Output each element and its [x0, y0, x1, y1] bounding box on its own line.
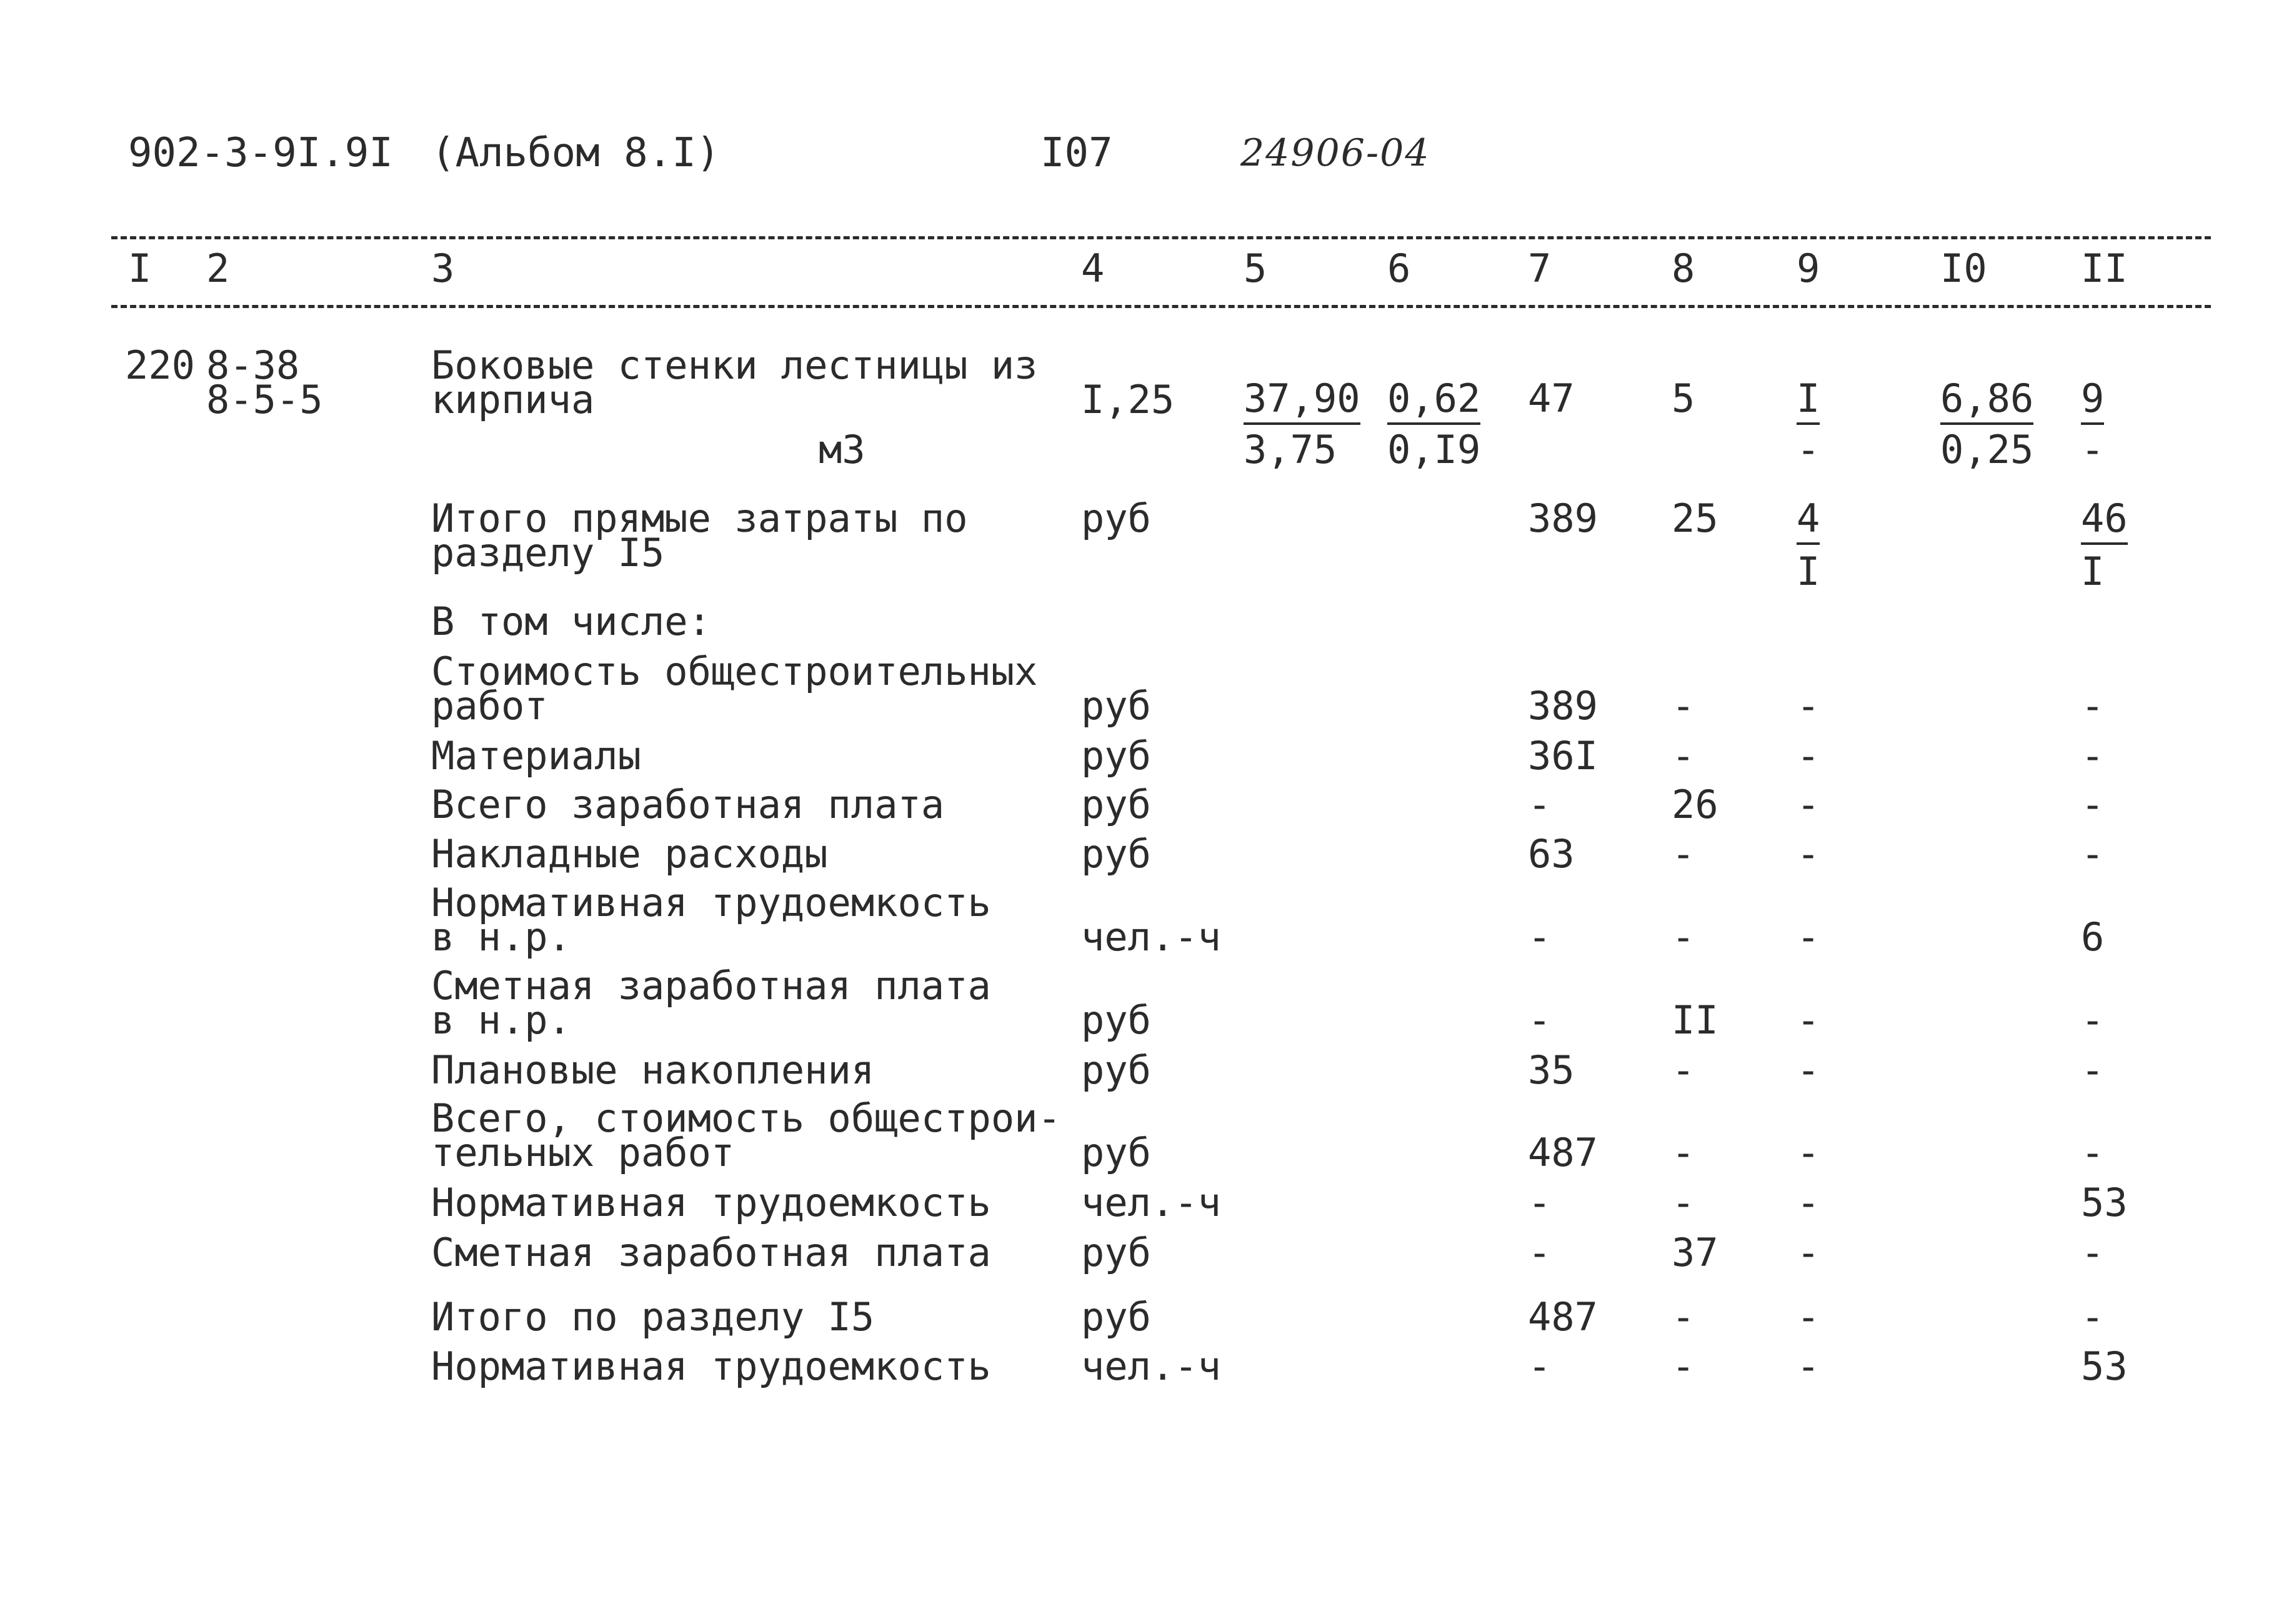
row-col9: -	[1797, 997, 1820, 1043]
row-col11: 53	[2081, 1343, 2128, 1389]
row-label-line1: Нормативная трудоемкость	[431, 880, 991, 925]
row-label-line1: Стоимость общестроительных	[431, 649, 1038, 694]
item-col9-bottom: -	[1797, 427, 1820, 472]
row-col9: -	[1797, 1343, 1820, 1389]
row-col11: -	[2081, 997, 2105, 1043]
row-label-line1: Сметная заработная плата	[431, 963, 991, 1009]
direct-total-col11-top: 46	[2081, 496, 2128, 545]
row-col9: -	[1797, 831, 1820, 877]
row-label-line1: Накладные расходы	[431, 831, 828, 877]
row-col8: -	[1672, 1343, 1695, 1389]
item-col6-bottom: 0,I9	[1387, 427, 1481, 472]
row-unit: руб	[1081, 1047, 1151, 1093]
row-label-line1: Плановые накопления	[431, 1047, 875, 1093]
row-col11: 53	[2081, 1180, 2128, 1225]
row-label-line1: Материалы	[431, 733, 641, 779]
row-col8: -	[1672, 1294, 1695, 1340]
row-col9: -	[1797, 1180, 1820, 1225]
document-code: 902-3-9I.9I	[128, 130, 393, 176]
row-label-line1: Всего заработная плата	[431, 782, 945, 827]
row-col9: -	[1797, 683, 1820, 729]
row-col8: -	[1672, 1130, 1695, 1175]
item-col10-top: 6,86	[1940, 376, 2033, 425]
direct-total-col9-bottom: I	[1797, 549, 1820, 594]
column-header-6: 6	[1387, 246, 1411, 291]
item-name-line2: кирпича	[431, 377, 595, 422]
row-col11: -	[2081, 683, 2105, 729]
row-unit: чел.-ч	[1081, 1180, 1221, 1225]
item-col5-top: 37,90	[1244, 376, 1360, 425]
album-label: (Альбом 8.I)	[431, 130, 721, 176]
item-col10-bottom: 0,25	[1940, 427, 2034, 472]
row-col9: -	[1797, 1130, 1820, 1175]
row-col7: -	[1528, 782, 1552, 827]
column-header-1: I	[128, 246, 152, 291]
item-col5-bottom: 3,75	[1244, 427, 1337, 472]
direct-total-col11-bottom: I	[2081, 549, 2105, 594]
row-col8: -	[1672, 1180, 1695, 1225]
column-header-3: 3	[431, 246, 455, 291]
row-col11: -	[2081, 1047, 2105, 1093]
row-label-line1: Сметная заработная плата	[431, 1230, 991, 1275]
column-header-9: 9	[1797, 246, 1820, 291]
column-header-2: 2	[206, 246, 230, 291]
direct-total-unit: руб	[1081, 496, 1151, 541]
row-col7: -	[1528, 1343, 1552, 1389]
row-col9: -	[1797, 1047, 1820, 1093]
row-unit: руб	[1081, 782, 1151, 827]
including-label: В том числе:	[431, 599, 711, 644]
row-col7: 487	[1528, 1130, 1598, 1175]
row-col7: -	[1528, 1180, 1552, 1225]
row-col8: 37	[1672, 1230, 1718, 1275]
row-col11: -	[2081, 1294, 2105, 1340]
row-unit: руб	[1081, 683, 1151, 729]
item-col11-top: 9	[2081, 376, 2104, 425]
direct-total-col7: 389	[1528, 496, 1598, 541]
row-unit: чел.-ч	[1081, 914, 1221, 960]
row-label-line1: Нормативная трудоемкость	[431, 1343, 991, 1389]
row-label-line1: Итого по разделу I5	[431, 1294, 875, 1340]
column-header-4: 4	[1081, 246, 1105, 291]
row-col8: -	[1672, 733, 1695, 779]
item-unit: м3	[819, 427, 865, 472]
item-quantity: I,25	[1081, 377, 1175, 422]
column-header-10: I0	[1940, 246, 1987, 291]
column-header-11: II	[2081, 246, 2128, 291]
row-label-line2: тельных работ	[431, 1130, 735, 1175]
row-col8: -	[1672, 683, 1695, 729]
row-unit: руб	[1081, 831, 1151, 877]
row-col8: -	[1672, 914, 1695, 960]
row-col11: -	[2081, 1130, 2105, 1175]
header-bottom-rule	[111, 305, 2211, 308]
column-header-5: 5	[1244, 246, 1267, 291]
direct-total-col9-top: 4	[1797, 496, 1820, 545]
row-unit: руб	[1081, 733, 1151, 779]
row-col9: -	[1797, 1230, 1820, 1275]
item-code-1: 8-38	[206, 342, 300, 388]
row-label-line1: Всего, стоимость общестрои-	[431, 1095, 1061, 1141]
row-unit: чел.-ч	[1081, 1343, 1221, 1389]
row-unit: руб	[1081, 1230, 1151, 1275]
row-col11: 6	[2081, 914, 2105, 960]
row-col8: II	[1672, 997, 1718, 1043]
row-col11: -	[2081, 733, 2105, 779]
row-label-line2: работ	[431, 683, 548, 729]
row-label-line1: Нормативная трудоемкость	[431, 1180, 991, 1225]
handwritten-inventory-number: 24906-04	[1240, 131, 1430, 175]
item-col7: 47	[1528, 376, 1575, 421]
row-col7: -	[1528, 997, 1552, 1043]
row-col9: -	[1797, 1294, 1820, 1340]
row-col11: -	[2081, 1230, 2105, 1275]
direct-total-label-line2: разделу I5	[431, 530, 665, 575]
row-unit: руб	[1081, 1294, 1151, 1340]
row-col8: 26	[1672, 782, 1718, 827]
row-col9: -	[1797, 782, 1820, 827]
row-col7: -	[1528, 914, 1552, 960]
item-name-line1: Боковые стенки лестницы из	[431, 342, 1038, 388]
row-col9: -	[1797, 733, 1820, 779]
direct-total-col8: 25	[1672, 496, 1718, 541]
row-unit: руб	[1081, 997, 1151, 1043]
row-col7: 389	[1528, 683, 1598, 729]
page-number: I07	[1040, 130, 1113, 176]
row-col11: -	[2081, 831, 2105, 877]
row-col7: -	[1528, 1230, 1552, 1275]
row-unit: руб	[1081, 1130, 1151, 1175]
row-col11: -	[2081, 782, 2105, 827]
row-col9: -	[1797, 914, 1820, 960]
item-col6-top: 0,62	[1387, 376, 1480, 425]
header-top-rule	[111, 236, 2211, 239]
item-position: 220	[125, 342, 195, 388]
column-header-7: 7	[1528, 246, 1552, 291]
item-code-2: 8-5-5	[206, 377, 323, 422]
row-label-line2: в н.р.	[431, 914, 571, 960]
item-col9-top: I	[1797, 376, 1820, 425]
row-col7: 487	[1528, 1294, 1598, 1340]
item-col8: 5	[1672, 376, 1695, 421]
direct-total-label-line1: Итого прямые затраты по	[431, 496, 968, 541]
row-col8: -	[1672, 1047, 1695, 1093]
row-col7: 63	[1528, 831, 1575, 877]
column-header-8: 8	[1672, 246, 1695, 291]
item-col11-bottom: -	[2081, 427, 2105, 472]
row-col8: -	[1672, 831, 1695, 877]
row-col7: 36I	[1528, 733, 1598, 779]
row-label-line2: в н.р.	[431, 997, 571, 1043]
row-col7: 35	[1528, 1047, 1575, 1093]
